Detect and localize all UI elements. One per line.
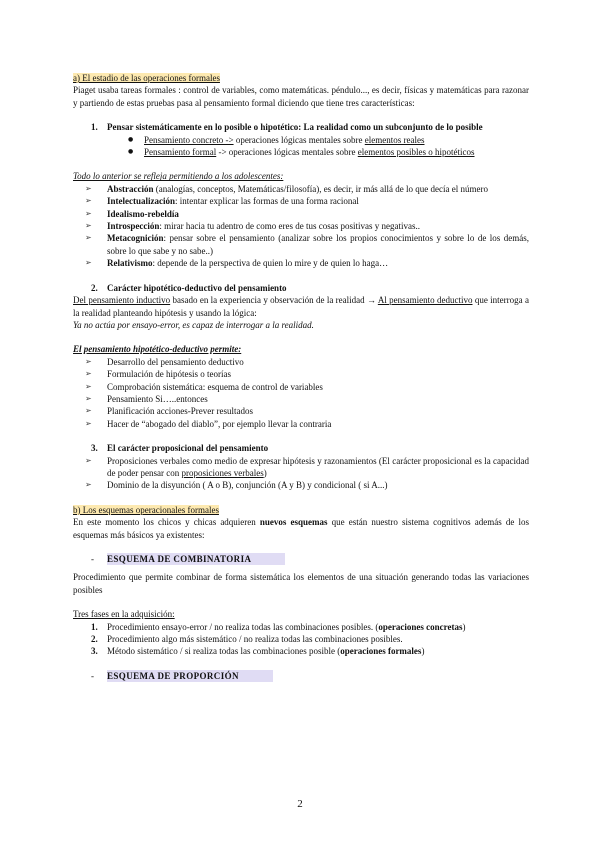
feature-1-bullets xyxy=(73,134,529,159)
list-item: ➢ Hacer de “abogado del diablo”, por ejemplo llevar la contraria xyxy=(73,418,529,430)
list-item: ● Pensamiento concreto -> operaciones lógicas mentales sobre elementos reales xyxy=(73,134,529,146)
feature-2-text: Carácter hipotético-deductivo del pensamiento xyxy=(107,282,287,293)
document-page xyxy=(73,72,529,682)
list-item: ● Pensamiento formal -> operaciones lógicas mentales sobre elementos posibles o hipotéticos xyxy=(73,146,529,158)
esquema-combinatoria-desc: Procedimiento que permite combinar de forma sistemática los elementos de una situación generando todas las variaciones posibles xyxy=(73,572,529,595)
feature-3-list xyxy=(73,455,529,492)
reflect-list xyxy=(73,183,529,270)
feature-1-text: Pensar sistemáticamente en lo posible o hipotético: La realidad como un subconjunto de lo posible xyxy=(107,122,483,133)
esquema-combinatoria-heading: - ESQUEMA DE COMBINATORIA xyxy=(73,553,529,565)
list-item: ➢ Proposiciones verbales como medio de expresar hipótesis y razonamientos (El carácter proposicional es la capacidad de poder pensar con proposiciones verbales) xyxy=(73,455,529,480)
list-item: 2. Procedimiento algo más sistemático / no realiza todas las combinaciones posibles. xyxy=(91,634,403,645)
feature-2-paragraph: Del pensamiento inductivo basado en la experiencia y observación de la realidad → Al pensamiento deductivo que interroga a la realidad planteando hipótesis y usando la lógica: xyxy=(73,295,529,318)
list-item: 3. Método sistemático / si realiza todas las combinaciones posible (operaciones formales) xyxy=(91,646,425,657)
list-item: ➢ Relativismo: depende de la perspectiva de quien lo mire y de quien lo haga… xyxy=(73,257,529,269)
list-item: 1. Procedimiento ensayo-error / no realiza todas las combinaciones posibles. (operaciones concretas) xyxy=(91,621,466,632)
list-item: ➢ Introspección: mirar hacia tu adentro de como eres de tus cosas positivas y negativas.. xyxy=(73,220,529,232)
section-b-heading: b) Los esquemas operacionales formales xyxy=(73,504,219,515)
list-item: ➢ Pensamiento Si…..entonces xyxy=(73,393,529,405)
feature-2: 2. Carácter hipotético-deductivo del pensamiento xyxy=(91,282,287,293)
feature-3-text: El carácter proposicional del pensamiento xyxy=(107,443,269,454)
reflect-heading: Todo lo anterior se refleja permitiendo a los adolescentes: xyxy=(73,171,284,182)
section-a-heading: a) El estadio de las operaciones formales xyxy=(73,73,220,83)
list-item: ➢ Idealismo-rebeldía xyxy=(73,208,529,220)
feature-2-note: Ya no actúa por ensayo-error, es capaz de interrogar a la realidad. xyxy=(73,319,314,330)
phases-heading: Tres fases en la adquisición: xyxy=(73,609,175,620)
section-a-intro: Piaget usaba tareas formales : control de variables, como matemáticas. péndulo..., es decir, físicas y matemáticas para razonar y partiendo de estas pruebas pasa al pensamiento formal diciendo que tiene tres características: xyxy=(73,85,529,108)
list-item: ➢ Abstracción (analogías, conceptos, Matemáticas/filosofía), es decir, ir más allá de lo que decía el número xyxy=(73,183,529,195)
phases-list xyxy=(73,621,529,658)
feature-1: 1. Pensar sistemáticamente en lo posible o hipotético: La realidad como un subconjunto de lo posible xyxy=(91,122,483,133)
list-item: ➢ Metacognición: pensar sobre el pensamiento (analizar sobre los propios conocimientos y sobre lo de los demás, sobre lo que sabe y no sabe..) xyxy=(73,232,529,257)
feature-3: 3. El carácter proposicional del pensamiento xyxy=(91,443,269,454)
list-item: ➢ Desarrollo del pensamiento deductivo xyxy=(73,356,529,368)
page-number: 2 xyxy=(297,798,303,810)
list-item: ➢ Formulación de hipótesis o teorías xyxy=(73,368,529,380)
list-item: ➢ Planificación acciones-Prever resultados xyxy=(73,405,529,417)
list-item: ➢ Comprobación sistemática: esquema de control de variables xyxy=(73,381,529,393)
section-b-intro: En este momento los chicos y chicas adquieren nuevos esquemas que están nuestro sistema cognitivos además de los esquemas más básicos ya existentes: xyxy=(73,517,529,540)
list-item: ➢ Intelectualización: intentar explicar las formas de una forma racional xyxy=(73,195,529,207)
esquema-proporcion-heading: - ESQUEMA DE PROPORCIÓN xyxy=(73,670,529,682)
hd-list xyxy=(73,356,529,430)
list-item: ➢ Dominio de la disyunción ( A o B), conjunción (A y B) y condicional ( si A...) xyxy=(73,479,529,491)
hd-heading: El pensamiento hipotético-deductivo permite: xyxy=(73,344,242,355)
